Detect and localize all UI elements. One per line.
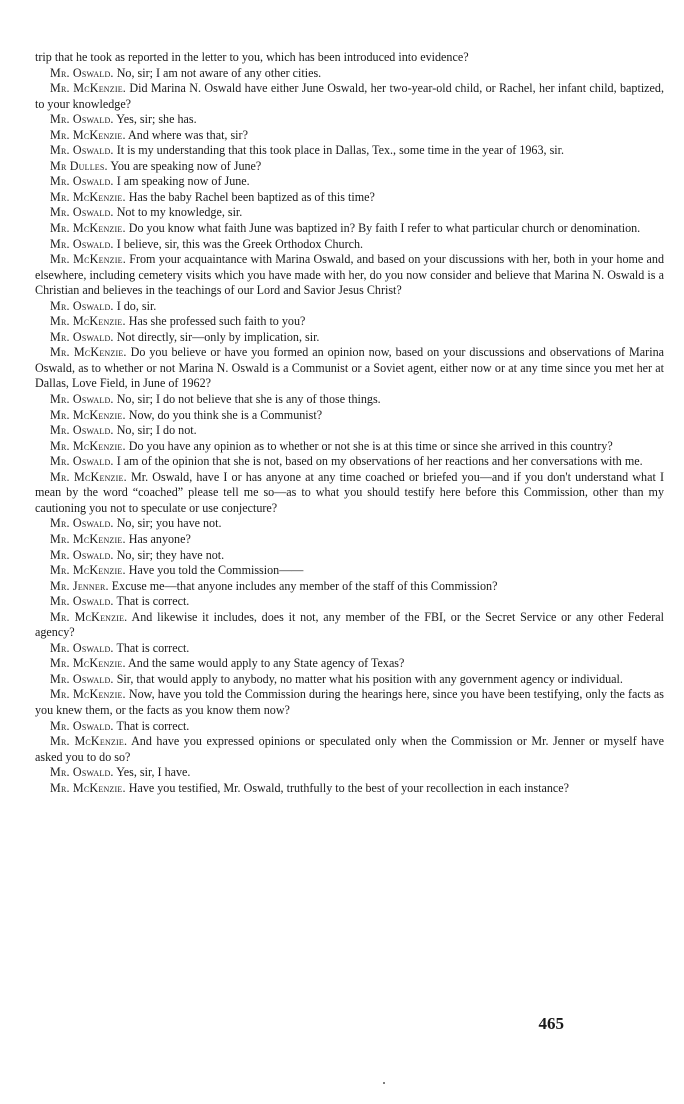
speech-text: I believe, sir, this was the Greek Orthodox Church. <box>116 236 364 251</box>
testimony-paragraph <box>35 672 664 688</box>
speaker-name: Mr. Oswald. <box>50 640 114 655</box>
testimony-paragraph <box>35 423 664 439</box>
speech-text: Sir, that would apply to anybody, no matter what his position with any government agency or individual. <box>116 671 623 686</box>
speech-text: Yes, sir, I have. <box>116 765 191 780</box>
testimony-paragraph <box>35 159 664 175</box>
testimony-body <box>35 50 664 796</box>
testimony-paragraph <box>35 548 664 564</box>
testimony-paragraph <box>35 656 664 672</box>
testimony-paragraph <box>35 470 664 517</box>
testimony-paragraph <box>35 734 664 765</box>
testimony-paragraph <box>35 190 664 206</box>
speaker-name: Mr. McKenzie. <box>50 252 126 267</box>
testimony-paragraph <box>35 392 664 408</box>
testimony-paragraph <box>35 174 664 190</box>
speaker-name: Mr. McKenzie. <box>50 469 127 484</box>
speaker-name: Mr. Jenner. <box>50 578 109 593</box>
speaker-name: Mr. McKenzie. <box>50 734 128 749</box>
speech-text: Not to my knowledge, sir. <box>116 205 243 220</box>
speech-text: Excuse me—that anyone includes any member of the staff of this Commission? <box>111 578 498 593</box>
speaker-name: Mr. Oswald. <box>50 392 114 407</box>
speaker-name: Mr. McKenzie. <box>50 609 128 624</box>
testimony-paragraph <box>35 719 664 735</box>
testimony-paragraph <box>35 781 664 797</box>
speaker-name: Mr. Oswald. <box>50 718 114 733</box>
speaker-name: Mr. McKenzie. <box>50 656 126 671</box>
speech-text: Has she professed such faith to you? <box>128 314 306 329</box>
speaker-name: Mr. Oswald. <box>50 765 114 780</box>
speaker-name: Mr. Oswald. <box>50 65 114 80</box>
speaker-name: Mr. McKenzie. <box>50 127 126 142</box>
testimony-paragraph <box>35 408 664 424</box>
speech-text: No, sir; I do not. <box>116 423 197 438</box>
testimony-paragraph <box>35 532 664 548</box>
speaker-name: Mr. McKenzie. <box>50 189 126 204</box>
speech-text: I do, sir. <box>116 298 157 313</box>
page-number: 465 <box>538 1014 564 1033</box>
speaker-name: Mr Dulles. <box>50 158 108 173</box>
testimony-paragraph <box>35 237 664 253</box>
speaker-name: Mr. Oswald. <box>50 547 114 562</box>
testimony-paragraph <box>35 81 664 112</box>
speech-text: I am speaking now of June. <box>116 174 250 189</box>
testimony-paragraph <box>35 314 664 330</box>
speaker-name: Mr. Oswald. <box>50 143 114 158</box>
speech-text: From your acquaintance with Marina Oswald, and based on your discussions with her, both in your home and elsewhere, including cemetery visits which you have made with her, do you now consider and believe that Marina N. Oswald is a Christian and believes in the teachings of our Lord and Savior Jesus Christ? <box>35 252 664 298</box>
testimony-paragraph <box>35 345 664 392</box>
speech-text: No, sir; I do not believe that she is any of those things. <box>116 392 381 407</box>
testimony-paragraph <box>35 439 664 455</box>
testimony-paragraph <box>35 112 664 128</box>
speaker-name: Mr. Oswald. <box>50 423 114 438</box>
speaker-name: Mr. Oswald. <box>50 329 114 344</box>
testimony-paragraph <box>35 610 664 641</box>
testimony-paragraph <box>35 221 664 237</box>
speech-text: No, sir; they have not. <box>116 547 225 562</box>
speaker-name: Mr. Oswald. <box>50 174 114 189</box>
speaker-name: Mr. McKenzie. <box>50 314 126 329</box>
speech-text: Have you testified, Mr. Oswald, truthfully to the best of your recollection in each instance? <box>128 780 570 795</box>
speech-text: That is correct. <box>116 594 190 609</box>
testimony-paragraph <box>35 641 664 657</box>
testimony-paragraph <box>35 579 664 595</box>
speaker-name: Mr. McKenzie. <box>50 687 126 702</box>
speech-text: That is correct. <box>116 640 190 655</box>
speaker-name: Mr. Oswald. <box>50 594 114 609</box>
speaker-name: Mr. Oswald. <box>50 454 114 469</box>
testimony-paragraph <box>35 205 664 221</box>
speaker-name: Mr. McKenzie. <box>50 780 126 795</box>
speaker-name: Mr. McKenzie. <box>50 563 126 578</box>
testimony-paragraph <box>35 516 664 532</box>
speech-text: And have you expressed opinions or speculated only when the Commission or Mr. Jenner or myself have asked you to do so? <box>35 734 665 764</box>
speech-text: And likewise it includes, does it not, any member of the FBI, or the Secret Service or any other Federal agency? <box>35 609 665 640</box>
testimony-paragraph <box>35 128 664 144</box>
speaker-name: Mr. Oswald. <box>50 516 114 531</box>
testimony-paragraph <box>35 66 664 82</box>
speech-text: Did Marina N. Oswald have either June Oswald, her two-year-old child, or Rachel, her infant child, baptized, to your knowledge? <box>35 81 664 111</box>
speech-text: Do you have any opinion as to whether or not she is at this time or since she arrived in this country? <box>128 438 613 453</box>
speech-text: Now, do you think she is a Communist? <box>128 407 323 422</box>
speaker-name: Mr. Oswald. <box>50 112 114 127</box>
speaker-name: Mr. McKenzie. <box>50 438 126 453</box>
speaker-name: Mr. Oswald. <box>50 205 114 220</box>
testimony-paragraph <box>35 252 664 299</box>
speaker-name: Mr. Oswald. <box>50 236 114 251</box>
testimony-paragraph <box>35 687 664 718</box>
speaker-name: Mr. McKenzie. <box>50 345 127 360</box>
speech-text: It is my understanding that this took place in Dallas, Tex., some time in the year of 1963, sir. <box>116 143 565 158</box>
opening-paragraph: trip that he took as reported in the letter to you, which has been introduced into evidence? <box>35 50 469 64</box>
testimony-paragraph <box>35 299 664 315</box>
testimony-paragraph <box>35 454 664 470</box>
speech-text: I am of the opinion that she is not, based on my observations of her reactions and her conversations with me. <box>116 454 643 469</box>
speech-text: Have you told the Commission—— <box>128 563 304 578</box>
speaker-name: Mr. McKenzie. <box>50 531 126 546</box>
speech-text: Mr. Oswald, have I or has anyone at any time coached or briefed you—and if you don't understand what I mean by the word “coached” please tell me so—as to what you should testify here before this Commission, other than my cautioning you not to speculate or use conjecture? <box>35 469 664 515</box>
testimony-paragraph <box>35 330 664 346</box>
speech-text: Has anyone? <box>128 531 191 546</box>
speaker-name: Mr. Oswald. <box>50 671 114 686</box>
speaker-name: Mr. McKenzie. <box>50 221 126 236</box>
speech-text: And where was that, sir? <box>128 127 248 142</box>
speech-text: Now, have you told the Commission during the hearings here, since you have been testifying, only the facts as you knew them, or the facts as you know them now? <box>35 687 664 717</box>
speech-text: No, sir; you have not. <box>116 516 222 531</box>
speech-text: And the same would apply to any State agency of Texas? <box>128 656 405 671</box>
speech-text: Do you know what faith June was baptized in? By faith I refer to what particular church or denomination. <box>128 221 641 236</box>
speech-text: Not directly, sir—only by implication, sir. <box>116 329 320 344</box>
speech-text: Has the baby Rachel been baptized as of this time? <box>128 189 375 204</box>
testimony-paragraph <box>35 143 664 159</box>
speaker-name: Mr. McKenzie. <box>50 81 127 96</box>
speech-text: Do you believe or have you formed an opinion now, based on your discussions and observations of Marina Oswald, as to whether or not Marina N. Oswald is a Communist or a Soviet agent, either now or at any time since you met her at Dallas, Love Field, in June of 1962? <box>35 345 664 391</box>
testimony-paragraphs <box>35 66 664 797</box>
testimony-paragraph <box>35 765 664 781</box>
speaker-name: Mr. Oswald. <box>50 298 114 313</box>
speech-text: Yes, sir; she has. <box>116 112 197 127</box>
speech-text: That is correct. <box>116 718 190 733</box>
testimony-paragraph <box>35 563 664 579</box>
speech-text: You are speaking now of June? <box>110 158 262 173</box>
print-speck <box>383 1082 385 1084</box>
speech-text: No, sir; I am not aware of any other cities. <box>116 65 322 80</box>
testimony-paragraph <box>35 594 664 610</box>
speaker-name: Mr. McKenzie. <box>50 407 126 422</box>
